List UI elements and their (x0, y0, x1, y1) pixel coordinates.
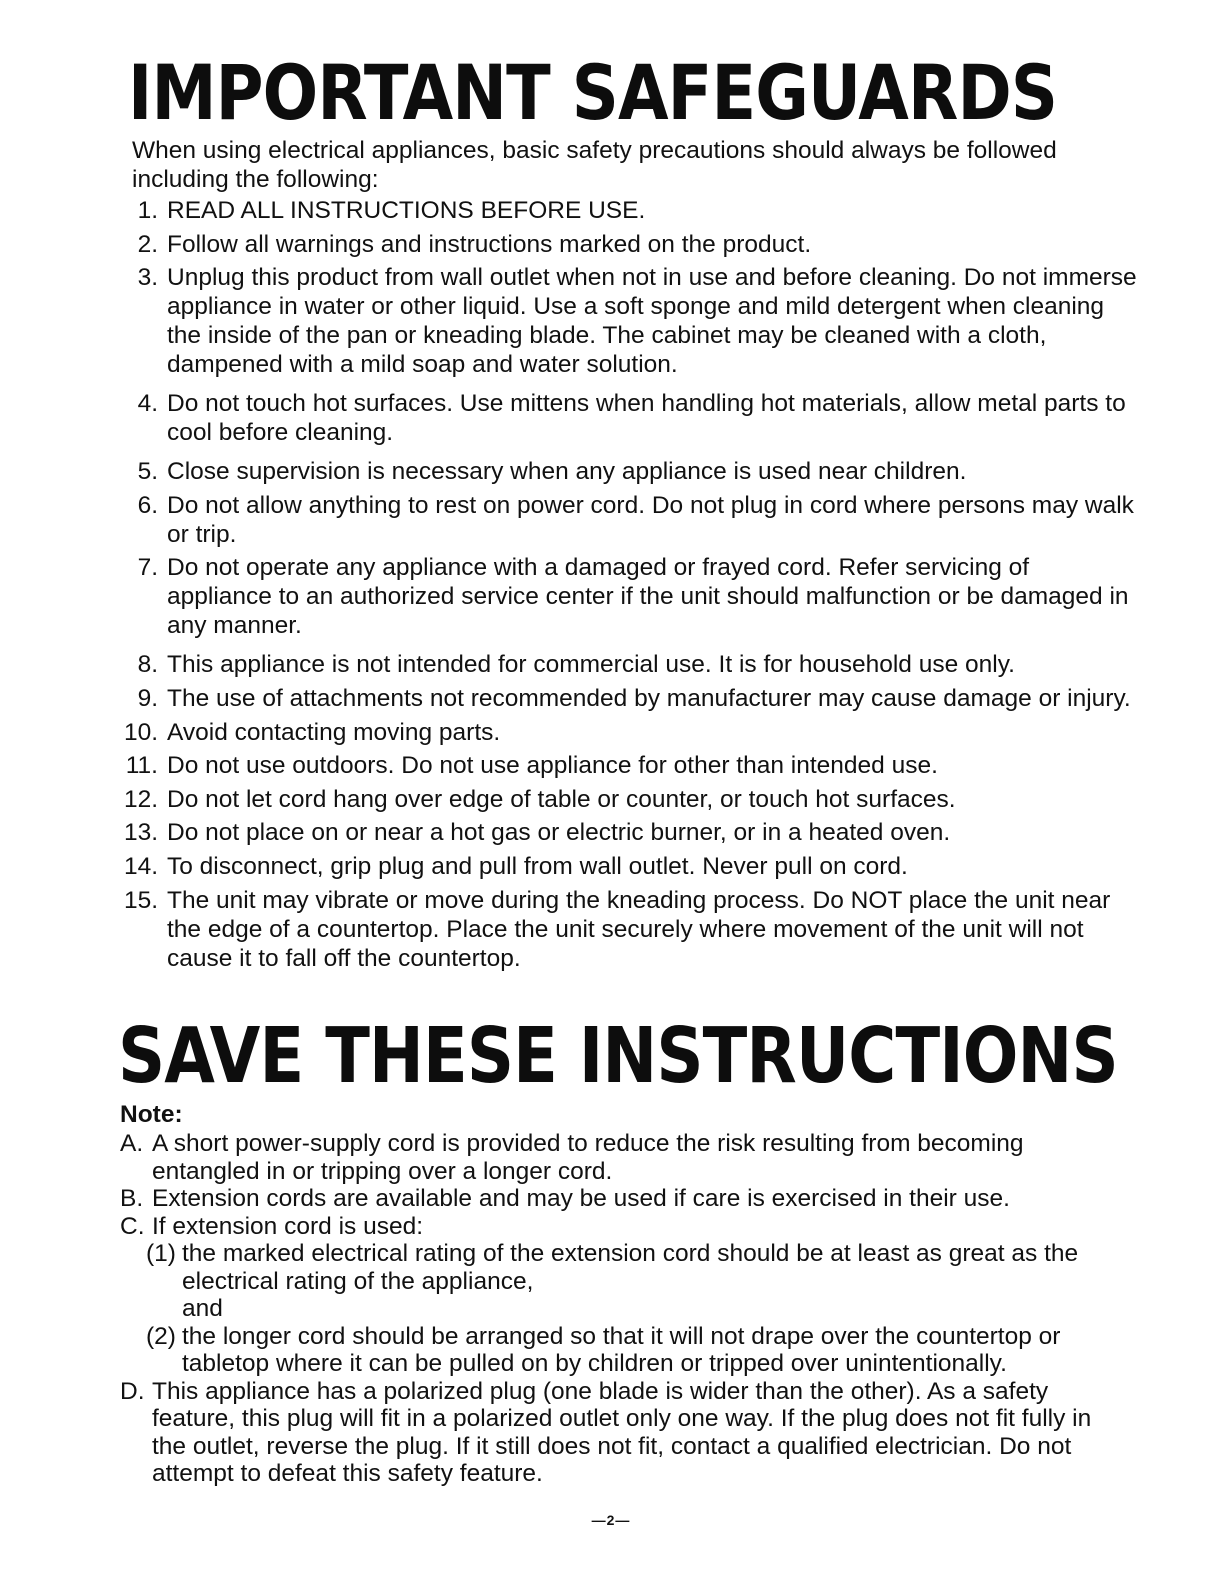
safeguard-item (110, 457, 1140, 486)
safeguard-text: The unit may vibrate or move during the kneading process. Do NOT place the unit near the edge of a countertop. Place the unit securely where movement of the unit will not cause it to fall off the countertop. (167, 886, 1111, 972)
safeguard-item (110, 389, 1140, 447)
note-c-and: and (182, 1295, 223, 1322)
safeguard-item (110, 230, 1140, 259)
note-a (120, 1130, 1130, 1185)
note-c1 (120, 1240, 1130, 1295)
safeguard-text: Follow all warnings and instructions marked on the product. (167, 230, 812, 258)
safeguard-item (110, 886, 1140, 973)
safeguard-item (110, 650, 1140, 679)
safeguard-number: 13. (123, 819, 158, 847)
note-d (120, 1378, 1130, 1488)
note-c (120, 1213, 1130, 1241)
note-c-key: C. (120, 1212, 145, 1240)
safeguard-item (110, 751, 1140, 780)
safeguard-item (110, 263, 1140, 379)
safeguard-number: 2. (137, 230, 158, 258)
intro-paragraph: When using electrical appliances, basic safety precautions should always be followed including the following: (132, 137, 1057, 193)
safeguard-number: 10. (123, 718, 158, 746)
note-d-key: D. (120, 1377, 145, 1405)
safeguard-item (110, 491, 1140, 549)
safeguard-text: The use of attachments not recommended by manufacturer may cause damage or injury. (167, 684, 1131, 712)
safeguard-item (110, 553, 1140, 640)
note-c-text: If extension cord is used: (152, 1212, 424, 1240)
safeguard-number: 7. (137, 554, 158, 582)
safeguard-item (110, 785, 1140, 814)
note-c2 (120, 1323, 1130, 1378)
safeguard-text: Do not let cord hang over edge of table or counter, or touch hot surfaces. (167, 785, 956, 813)
note-c2-key: (2) (146, 1322, 176, 1350)
safeguard-item (110, 818, 1140, 847)
safeguard-number: 11. (125, 752, 158, 780)
safeguard-number: 5. (137, 458, 158, 486)
note-c1-key: (1) (146, 1240, 176, 1267)
safeguard-text: Do not operate any appliance with a damaged or frayed cord. Refer servicing of appliance to an authorized service center if the unit should malfunction or be damaged in any manner. (167, 554, 1129, 640)
notes-section (120, 1130, 1130, 1488)
safeguards-list (110, 196, 1140, 977)
note-b-text: Extension cords are available and may be used if care is exercised in their use. (152, 1185, 1010, 1212)
note-b-key: B. (120, 1185, 144, 1212)
safeguard-number: 6. (137, 491, 158, 519)
safeguard-number: 12. (123, 785, 158, 813)
safeguard-text: Do not use outdoors. Do not use appliance for other than intended use. (167, 752, 938, 780)
safeguard-item (110, 196, 1140, 225)
safeguard-number: 9. (137, 684, 158, 712)
safeguard-item (110, 718, 1140, 747)
safeguard-text: Do not place on or near a hot gas or electric burner, or in a heated oven. (167, 819, 951, 847)
safeguard-number: 1. (137, 197, 158, 224)
safeguard-text: Do not allow anything to rest on power cord. Do not plug in cord where persons may walk or trip. (167, 491, 1134, 548)
safeguard-number: 4. (137, 390, 158, 418)
note-a-key: A. (120, 1130, 144, 1157)
safeguard-number: 15. (123, 886, 158, 914)
safeguard-text: Unplug this product from wall outlet when not in use and before cleaning. Do not immerse appliance in water or other liquid. Use a soft sponge and mild detergent when cleaning the inside of the pan or kneading blade. The cabinet may be cleaned with a cloth, dampened with a mild soap and water solution. (167, 264, 1137, 379)
note-a-text: A short power-supply cord is provided to reduce the risk resulting from becoming entangled in or tripping over a longer cord. (152, 1130, 1024, 1185)
safeguard-item (110, 684, 1140, 713)
note-d-text: This appliance has a polarized plug (one blade is wider than the other). As a safety feature, this plug will fit in a polarized outlet only one way. If the plug does not fit fully in the outlet, reverse the plug. If it still does not fit, contact a qualified electrician. Do not attempt to defeat this safety feature. (152, 1377, 1092, 1487)
safeguard-text: Do not touch hot surfaces. Use mittens when handling hot materials, allow metal parts to cool before cleaning. (167, 390, 1126, 447)
safeguard-text: READ ALL INSTRUCTIONS BEFORE USE. (167, 197, 646, 224)
note-c1-text: the marked electrical rating of the extension cord should be at least as great as the electrical rating of the appliance, (182, 1240, 1079, 1295)
note-label: Note: (120, 1101, 183, 1128)
page-title: IMPORTANT SAFEGUARDS (128, 48, 1058, 137)
safeguard-text: Close supervision is necessary when any appliance is used near children. (167, 458, 967, 486)
page-number: —2— (591, 1512, 631, 1528)
safeguard-text: Avoid contacting moving parts. (167, 718, 501, 746)
note-c2-text: the longer cord should be arranged so that it will not drape over the countertop or tabletop where it can be pulled on by children or tripped over unintentionally. (182, 1322, 1061, 1377)
safeguard-number: 14. (123, 852, 158, 880)
safeguard-text: This appliance is not intended for commercial use. It is for household use only. (167, 651, 1015, 679)
note-b (120, 1185, 1130, 1213)
safeguard-number: 8. (137, 651, 158, 679)
save-instructions-heading: SAVE THESE INSTRUCTIONS (118, 1012, 1118, 1101)
safeguard-number: 3. (137, 264, 158, 292)
safeguard-text: To disconnect, grip plug and pull from wall outlet. Never pull on cord. (167, 852, 908, 880)
safeguard-item (110, 852, 1140, 881)
